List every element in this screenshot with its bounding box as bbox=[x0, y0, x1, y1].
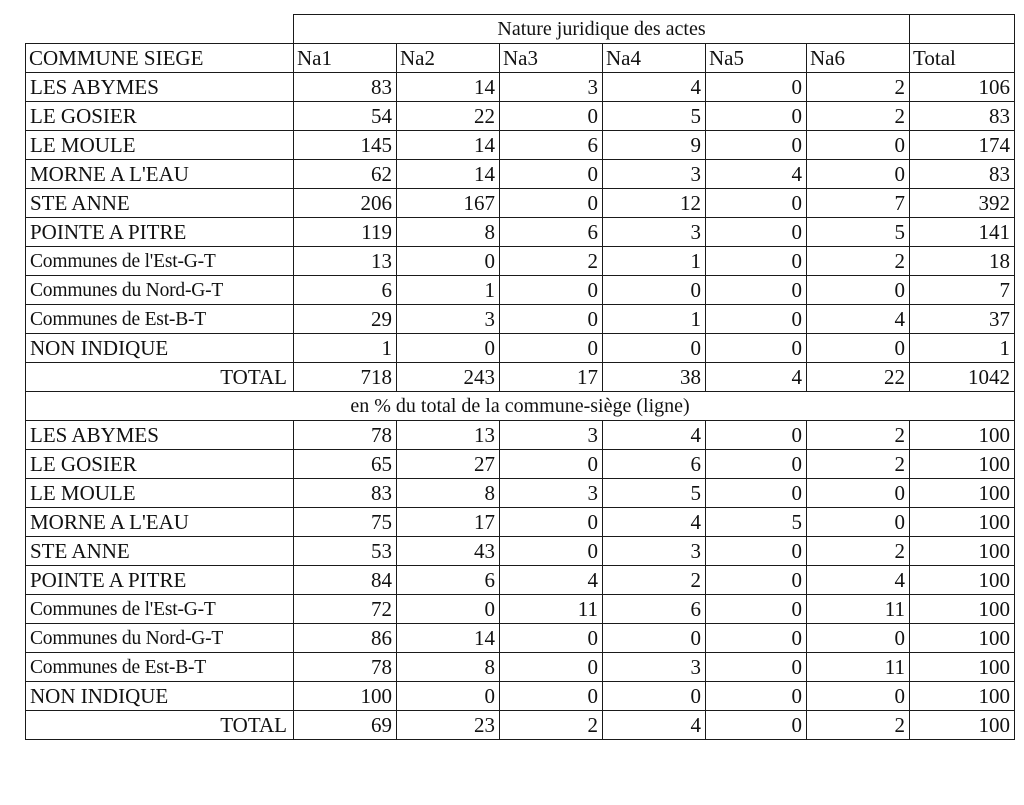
table-cell: 0 bbox=[807, 334, 910, 363]
row-label: NON INDIQUE bbox=[26, 334, 294, 363]
table-cell: 7 bbox=[910, 276, 1015, 305]
table-cell: 206 bbox=[294, 189, 397, 218]
table-cell: 3 bbox=[397, 305, 500, 334]
row-label: LES ABYMES bbox=[26, 421, 294, 450]
table-cell: 0 bbox=[807, 276, 910, 305]
table-cell: 0 bbox=[706, 566, 807, 595]
table-row bbox=[26, 479, 1015, 508]
table-cell: 0 bbox=[603, 276, 706, 305]
table-cell: 0 bbox=[706, 624, 807, 653]
table-cell: 1 bbox=[603, 305, 706, 334]
table-cell: 119 bbox=[294, 218, 397, 247]
row-label: LE GOSIER bbox=[26, 102, 294, 131]
row-label: STE ANNE bbox=[26, 189, 294, 218]
table-cell: 100 bbox=[910, 566, 1015, 595]
col-header-na1: Na1 bbox=[294, 44, 397, 73]
col-header-total: Total bbox=[910, 44, 1015, 73]
table-cell: 392 bbox=[910, 189, 1015, 218]
table-cell: 75 bbox=[294, 508, 397, 537]
total-row bbox=[26, 363, 1015, 392]
table-cell: 6 bbox=[603, 595, 706, 624]
table-cell: 0 bbox=[706, 421, 807, 450]
table-cell: 8 bbox=[397, 479, 500, 508]
percentage-section-header bbox=[26, 392, 1015, 421]
table-cell: 100 bbox=[910, 508, 1015, 537]
row-label: STE ANNE bbox=[26, 537, 294, 566]
table-cell: 0 bbox=[603, 682, 706, 711]
table-cell: 22 bbox=[807, 363, 910, 392]
table-cell: 78 bbox=[294, 653, 397, 682]
table-cell: 1 bbox=[294, 334, 397, 363]
col-header-na5: Na5 bbox=[706, 44, 807, 73]
table-cell: 0 bbox=[397, 595, 500, 624]
table-cell: 0 bbox=[706, 218, 807, 247]
table-row bbox=[26, 189, 1015, 218]
table-cell: 65 bbox=[294, 450, 397, 479]
table-cell: 0 bbox=[500, 653, 603, 682]
table-row bbox=[26, 537, 1015, 566]
table-cell: 0 bbox=[807, 624, 910, 653]
table-cell: 0 bbox=[397, 334, 500, 363]
table-cell: 6 bbox=[397, 566, 500, 595]
row-label: LE MOULE bbox=[26, 479, 294, 508]
table-cell: 0 bbox=[500, 334, 603, 363]
table-cell: 6 bbox=[500, 131, 603, 160]
table-cell: 6 bbox=[294, 276, 397, 305]
table-cell: 0 bbox=[706, 189, 807, 218]
row-label: MORNE A L'EAU bbox=[26, 160, 294, 189]
row-label: Communes de Est-B-T bbox=[26, 653, 294, 682]
table-cell: 11 bbox=[500, 595, 603, 624]
table-cell: 0 bbox=[706, 102, 807, 131]
table-cell: 100 bbox=[910, 653, 1015, 682]
table-cell: 100 bbox=[910, 450, 1015, 479]
table-cell: 0 bbox=[807, 479, 910, 508]
table-cell: 12 bbox=[603, 189, 706, 218]
table-cell: 0 bbox=[397, 247, 500, 276]
table-cell: 3 bbox=[500, 73, 603, 102]
table-cell: 0 bbox=[807, 682, 910, 711]
table-cell: 86 bbox=[294, 624, 397, 653]
table-cell: 0 bbox=[500, 508, 603, 537]
row-label: Communes de l'Est-G-T bbox=[26, 247, 294, 276]
table-cell: 4 bbox=[807, 566, 910, 595]
table-cell: 18 bbox=[910, 247, 1015, 276]
table-cell: 3 bbox=[603, 537, 706, 566]
table-cell: 0 bbox=[706, 595, 807, 624]
table-cell: 2 bbox=[807, 421, 910, 450]
table-row bbox=[26, 653, 1015, 682]
table-cell: 5 bbox=[807, 218, 910, 247]
table-cell: 0 bbox=[706, 537, 807, 566]
table-cell: 2 bbox=[807, 450, 910, 479]
table-cell: 83 bbox=[294, 73, 397, 102]
row-label: LES ABYMES bbox=[26, 73, 294, 102]
table-row bbox=[26, 682, 1015, 711]
table-cell: 78 bbox=[294, 421, 397, 450]
table-cell: 0 bbox=[500, 160, 603, 189]
table-cell: 1042 bbox=[910, 363, 1015, 392]
col-header-na4: Na4 bbox=[603, 44, 706, 73]
table-cell: 5 bbox=[603, 102, 706, 131]
col-header-na3: Na3 bbox=[500, 44, 603, 73]
table-cell: 0 bbox=[706, 131, 807, 160]
row-label: Communes de l'Est-G-T bbox=[26, 595, 294, 624]
table-cell: 69 bbox=[294, 711, 397, 740]
table-cell: 2 bbox=[807, 711, 910, 740]
table-cell: 84 bbox=[294, 566, 397, 595]
table-cell: 0 bbox=[706, 479, 807, 508]
row-label: Communes de Est-B-T bbox=[26, 305, 294, 334]
table-row bbox=[26, 566, 1015, 595]
table-cell: 62 bbox=[294, 160, 397, 189]
table-cell: 1 bbox=[397, 276, 500, 305]
total-row bbox=[26, 711, 1015, 740]
row-label: POINTE A PITRE bbox=[26, 218, 294, 247]
table-cell: 53 bbox=[294, 537, 397, 566]
table-cell: 2 bbox=[603, 566, 706, 595]
table-cell: 14 bbox=[397, 624, 500, 653]
table-cell: 6 bbox=[500, 218, 603, 247]
table-cell: 37 bbox=[910, 305, 1015, 334]
column-header-row bbox=[26, 44, 1015, 73]
table-cell: 100 bbox=[910, 682, 1015, 711]
table-cell: 4 bbox=[706, 363, 807, 392]
table-cell: 83 bbox=[910, 160, 1015, 189]
table-row bbox=[26, 624, 1015, 653]
table-row bbox=[26, 276, 1015, 305]
table-cell: 0 bbox=[706, 247, 807, 276]
percentage-header: en % du total de la commune-siège (ligne) bbox=[26, 392, 1015, 421]
table-cell: 2 bbox=[807, 247, 910, 276]
table-cell: 0 bbox=[807, 508, 910, 537]
table-cell: 9 bbox=[603, 131, 706, 160]
table-row bbox=[26, 508, 1015, 537]
table-cell: 72 bbox=[294, 595, 397, 624]
blank-total-header-cell bbox=[910, 15, 1015, 44]
table-cell: 14 bbox=[397, 73, 500, 102]
table-row bbox=[26, 334, 1015, 363]
acts-by-commune-table bbox=[25, 14, 1015, 740]
table-cell: 23 bbox=[397, 711, 500, 740]
row-label: TOTAL bbox=[26, 363, 294, 392]
table-cell: 4 bbox=[603, 508, 706, 537]
table-cell: 0 bbox=[706, 73, 807, 102]
table-cell: 1 bbox=[910, 334, 1015, 363]
table-cell: 11 bbox=[807, 653, 910, 682]
table-cell: 17 bbox=[397, 508, 500, 537]
table-cell: 13 bbox=[294, 247, 397, 276]
table-cell: 100 bbox=[294, 682, 397, 711]
col-header-na2: Na2 bbox=[397, 44, 500, 73]
table-cell: 174 bbox=[910, 131, 1015, 160]
blank-corner-cell bbox=[26, 15, 294, 44]
row-label: Communes du Nord-G-T bbox=[26, 276, 294, 305]
table-cell: 0 bbox=[500, 624, 603, 653]
table-cell: 145 bbox=[294, 131, 397, 160]
table-cell: 0 bbox=[500, 450, 603, 479]
table-row bbox=[26, 450, 1015, 479]
table-cell: 0 bbox=[706, 653, 807, 682]
row-label: MORNE A L'EAU bbox=[26, 508, 294, 537]
table-cell: 5 bbox=[603, 479, 706, 508]
row-label: TOTAL bbox=[26, 711, 294, 740]
row-label: LE MOULE bbox=[26, 131, 294, 160]
table-cell: 2 bbox=[500, 247, 603, 276]
table-cell: 0 bbox=[500, 537, 603, 566]
table-cell: 4 bbox=[706, 160, 807, 189]
table-cell: 243 bbox=[397, 363, 500, 392]
table-cell: 4 bbox=[500, 566, 603, 595]
table-row bbox=[26, 421, 1015, 450]
table-cell: 0 bbox=[706, 305, 807, 334]
table-cell: 0 bbox=[500, 189, 603, 218]
table-cell: 3 bbox=[500, 421, 603, 450]
table-row bbox=[26, 160, 1015, 189]
table-row bbox=[26, 102, 1015, 131]
col-header-na6: Na6 bbox=[807, 44, 910, 73]
table-cell: 0 bbox=[500, 682, 603, 711]
table-row bbox=[26, 73, 1015, 102]
row-label: POINTE A PITRE bbox=[26, 566, 294, 595]
col-header-commune: COMMUNE SIEGE bbox=[26, 44, 294, 73]
table-cell: 38 bbox=[603, 363, 706, 392]
table-cell: 11 bbox=[807, 595, 910, 624]
table-cell: 0 bbox=[807, 131, 910, 160]
table-cell: 100 bbox=[910, 537, 1015, 566]
table-cell: 141 bbox=[910, 218, 1015, 247]
table-cell: 14 bbox=[397, 160, 500, 189]
table-cell: 100 bbox=[910, 624, 1015, 653]
table-cell: 3 bbox=[603, 653, 706, 682]
table-cell: 100 bbox=[910, 711, 1015, 740]
table-cell: 0 bbox=[500, 276, 603, 305]
table-cell: 4 bbox=[603, 421, 706, 450]
table-cell: 0 bbox=[706, 682, 807, 711]
table-cell: 4 bbox=[807, 305, 910, 334]
table-cell: 0 bbox=[603, 624, 706, 653]
counts-section bbox=[26, 73, 1015, 392]
table-cell: 8 bbox=[397, 218, 500, 247]
table-cell: 100 bbox=[910, 479, 1015, 508]
table-cell: 29 bbox=[294, 305, 397, 334]
table-cell: 7 bbox=[807, 189, 910, 218]
table-cell: 4 bbox=[603, 73, 706, 102]
table-cell: 3 bbox=[603, 160, 706, 189]
table-cell: 14 bbox=[397, 131, 500, 160]
table-cell: 0 bbox=[603, 334, 706, 363]
row-label: NON INDIQUE bbox=[26, 682, 294, 711]
table-cell: 0 bbox=[397, 682, 500, 711]
table-cell: 100 bbox=[910, 421, 1015, 450]
row-label: LE GOSIER bbox=[26, 450, 294, 479]
table-cell: 6 bbox=[603, 450, 706, 479]
table-cell: 0 bbox=[706, 276, 807, 305]
group-header: Nature juridique des actes bbox=[294, 15, 910, 44]
table-cell: 3 bbox=[603, 218, 706, 247]
table-cell: 4 bbox=[603, 711, 706, 740]
table-cell: 83 bbox=[294, 479, 397, 508]
table-cell: 17 bbox=[500, 363, 603, 392]
table-cell: 54 bbox=[294, 102, 397, 131]
table-cell: 100 bbox=[910, 595, 1015, 624]
table-row bbox=[26, 218, 1015, 247]
table-row bbox=[26, 595, 1015, 624]
table-cell: 0 bbox=[807, 160, 910, 189]
table-cell: 3 bbox=[500, 479, 603, 508]
table-cell: 2 bbox=[500, 711, 603, 740]
table-cell: 106 bbox=[910, 73, 1015, 102]
table-cell: 5 bbox=[706, 508, 807, 537]
table-cell: 2 bbox=[807, 102, 910, 131]
table-cell: 1 bbox=[603, 247, 706, 276]
table-cell: 8 bbox=[397, 653, 500, 682]
table-cell: 43 bbox=[397, 537, 500, 566]
row-label: Communes du Nord-G-T bbox=[26, 624, 294, 653]
table-cell: 167 bbox=[397, 189, 500, 218]
table-cell: 0 bbox=[706, 450, 807, 479]
table-cell: 2 bbox=[807, 537, 910, 566]
table-cell: 83 bbox=[910, 102, 1015, 131]
table-cell: 0 bbox=[706, 334, 807, 363]
pct-header-row bbox=[26, 392, 1015, 421]
table-row bbox=[26, 131, 1015, 160]
table-row bbox=[26, 247, 1015, 276]
table-cell: 0 bbox=[706, 711, 807, 740]
group-header-row bbox=[26, 15, 1015, 44]
table-cell: 27 bbox=[397, 450, 500, 479]
table-cell: 13 bbox=[397, 421, 500, 450]
percentage-section bbox=[26, 421, 1015, 740]
table-cell: 0 bbox=[500, 305, 603, 334]
table-cell: 22 bbox=[397, 102, 500, 131]
table-row bbox=[26, 305, 1015, 334]
table-cell: 0 bbox=[500, 102, 603, 131]
table-cell: 2 bbox=[807, 73, 910, 102]
table-cell: 718 bbox=[294, 363, 397, 392]
